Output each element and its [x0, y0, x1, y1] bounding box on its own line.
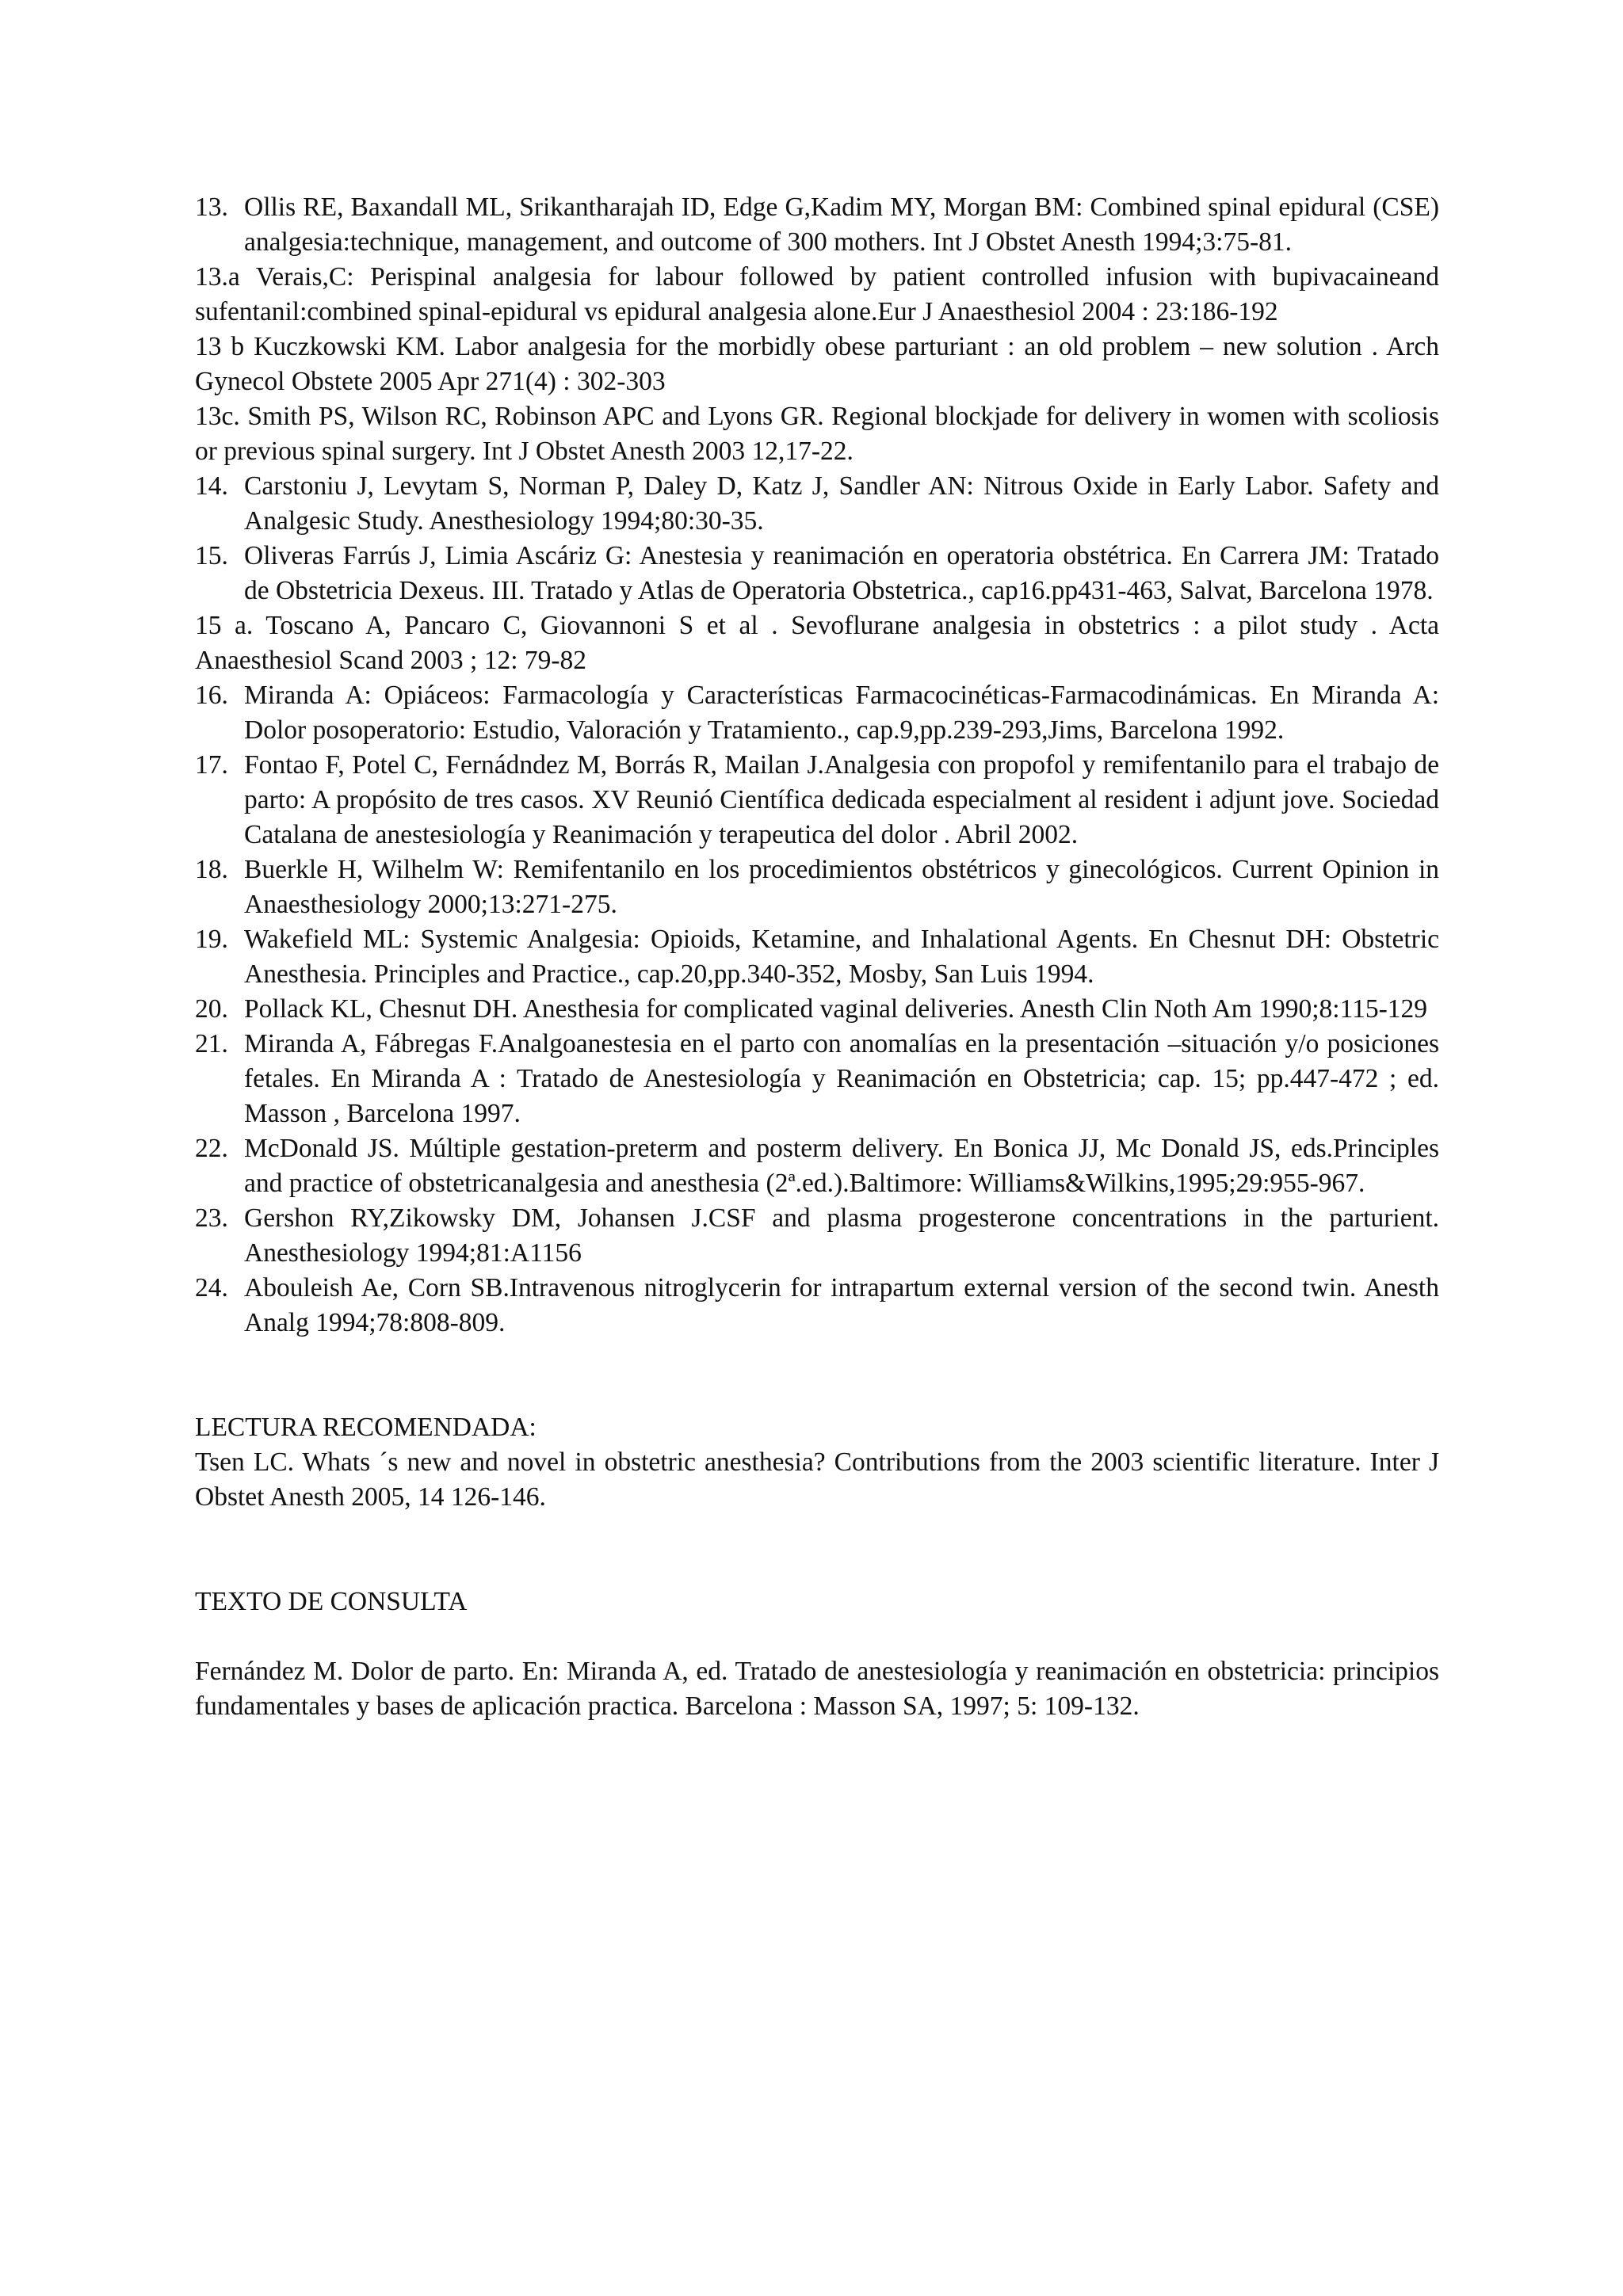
reference-number: 14.	[195, 471, 228, 501]
reference-text: Miranda A, Fábregas F.Analgoanestesia en el parto con anomalías en la presentación –situación y/o posiciones fetales. En Miranda A : Tratado de Anestesiología y Reanimación en Obstetricia; cap. 15; pp.447-472 ; ed. Masson , Barcelona 1997.	[244, 1029, 1439, 1128]
document-page	[195, 190, 1439, 1724]
reference-number: 15.	[195, 541, 228, 570]
reference-entry	[195, 1131, 1439, 1201]
reference-number: 21.	[195, 1029, 228, 1058]
reference-entry	[195, 1201, 1439, 1271]
lectura-section	[195, 1410, 1439, 1515]
section-spacer	[195, 1341, 1439, 1410]
reference-number: 16.	[195, 681, 228, 710]
reference-text: McDonald JS. Múltiple gestation-preterm and posterm delivery. En Bonica JJ, Mc Donald JS, eds.Principles and practice of obstetricanalgesia and anesthesia (2ª.ed.).Baltimore: Williams&Wilkins,1995;29:955-967.	[244, 1134, 1439, 1198]
reference-text: Carstoniu J, Levytam S, Norman P, Daley D, Katz J, Sandler AN: Nitrous Oxide in Early Labor. Safety and Analgesic Study. Anesthesiology 1994;80:30-35.	[244, 471, 1439, 536]
reference-text: Abouleish Ae, Corn SB.Intravenous nitroglycerin for intrapartum external version of the second twin. Anesth Analg 1994;78:808-809.	[244, 1273, 1439, 1337]
reference-text: Wakefield ML: Systemic Analgesia: Opioids, Ketamine, and Inhalational Agents. En Chesnut DH: Obstetric Anesthesia. Principles and Practice., cap.20,pp.340-352, Mosby, San Luis 1994.	[244, 925, 1439, 989]
reference-entry	[195, 190, 1439, 260]
reference-number: 24.	[195, 1273, 228, 1302]
reference-list	[195, 190, 1439, 1341]
reference-text: Gershon RY,Zikowsky DM, Johansen J.CSF and plasma progesterone concentrations in the parturient. Anesthesiology 1994;81:A1156	[244, 1203, 1439, 1268]
reference-entry	[195, 922, 1439, 992]
reference-text: Buerkle H, Wilhelm W: Remifentanilo en los procedimientos obstétricos y ginecológicos. Current Opinion in Anaesthesiology 2000;13:271-275.	[244, 855, 1439, 919]
reference-entry	[195, 992, 1439, 1027]
reference-number: 20.	[195, 994, 228, 1024]
reference-number: 19.	[195, 925, 228, 954]
reference-entry: 13 b Kuczkowski KM. Labor analgesia for the morbidly obese parturiant : an old problem – new solution . Arch Gynecol Obstete 2005 Apr 271(4) : 302-303	[195, 332, 1439, 396]
reference-entry	[195, 678, 1439, 748]
section-spacer	[195, 1515, 1439, 1585]
reference-entry	[195, 748, 1439, 852]
reference-entry	[195, 852, 1439, 922]
reference-text: Ollis RE, Baxandall ML, Srikantharajah ID, Edge G,Kadim MY, Morgan BM: Combined spinal epidural (CSE) analgesia:technique, management, and outcome of 300 mothers. Int J Obstet Anesth 1994;3:75-81.	[244, 193, 1439, 257]
reference-text: Pollack KL, Chesnut DH. Anesthesia for complicated vaginal deliveries. Anesth Clin Noth Am 1990;8:115-129	[244, 994, 1428, 1024]
lectura-heading: LECTURA RECOMENDADA:	[195, 1413, 537, 1442]
section-spacer	[195, 1619, 1439, 1654]
reference-number: 18.	[195, 855, 228, 884]
reference-entry: 15 a. Toscano A, Pancaro C, Giovannoni S et al . Sevoflurane analgesia in obstetrics : a pilot study . Acta Anaesthesiol Scand 2003 ; 12: 79-82	[195, 611, 1439, 675]
reference-number: 13.	[195, 193, 228, 222]
reference-entry: 13c. Smith PS, Wilson RC, Robinson APC and Lyons GR. Regional blockjade for delivery in women with scoliosis or previous spinal surgery. Int J Obstet Anesth 2003 12,17-22.	[195, 402, 1439, 466]
reference-number: 17.	[195, 750, 228, 780]
reference-text: Oliveras Farrús J, Limia Ascáriz G: Anestesia y reanimación en operatoria obstétrica. En Carrera JM: Tratado de Obstetricia Dexeus. III. Tratado y Atlas de Operatoria Obstetrica., cap16.pp431-463, Salvat, Barcelona 1978.	[244, 541, 1439, 605]
reference-entry	[195, 469, 1439, 539]
lectura-text: Tsen LC. Whats ´s new and novel in obstetric anesthesia? Contributions from the 2003 scientific literature. Inter J Obstet Anesth 2005, 14 126-146.	[195, 1447, 1439, 1512]
reference-entry	[195, 1027, 1439, 1131]
reference-number: 23.	[195, 1203, 228, 1233]
reference-number: 22.	[195, 1134, 228, 1163]
texto-text: Fernández M. Dolor de parto. En: Miranda A, ed. Tratado de anestesiología y reanimación en obstetricia: principios fundamentales y bases de aplicación practica. Barcelona : Masson SA, 1997; 5: 109-132.	[195, 1657, 1439, 1721]
reference-text: Fontao F, Potel C, Fernádndez M, Borrás R, Mailan J.Analgesia con propofol y remifentanilo para el trabajo de parto: A propósito de tres casos. XV Reunió Científica dedicada especialment al resident i adjunt jove. Sociedad Catalana de anestesiología y Reanimación y terapeutica del dolor . Abril 2002.	[244, 750, 1439, 849]
reference-text: Miranda A: Opiáceos: Farmacología y Características Farmacocinéticas-Farmacodinámicas. En Miranda A: Dolor posoperatorio: Estudio, Valoración y Tratamiento., cap.9,pp.239-293,Jims, Barcelona 1992.	[244, 681, 1439, 745]
texto-heading: TEXTO DE CONSULTA	[195, 1587, 468, 1616]
texto-section	[195, 1585, 1439, 1724]
reference-entry	[195, 1271, 1439, 1341]
reference-entry: 13.a Verais,C: Perispinal analgesia for labour followed by patient controlled infusion with bupivacaineand sufentanil:combined spinal-epidural vs epidural analgesia alone.Eur J Anaesthesiol 2004 : 23:186-192	[195, 262, 1439, 326]
reference-entry	[195, 539, 1439, 608]
